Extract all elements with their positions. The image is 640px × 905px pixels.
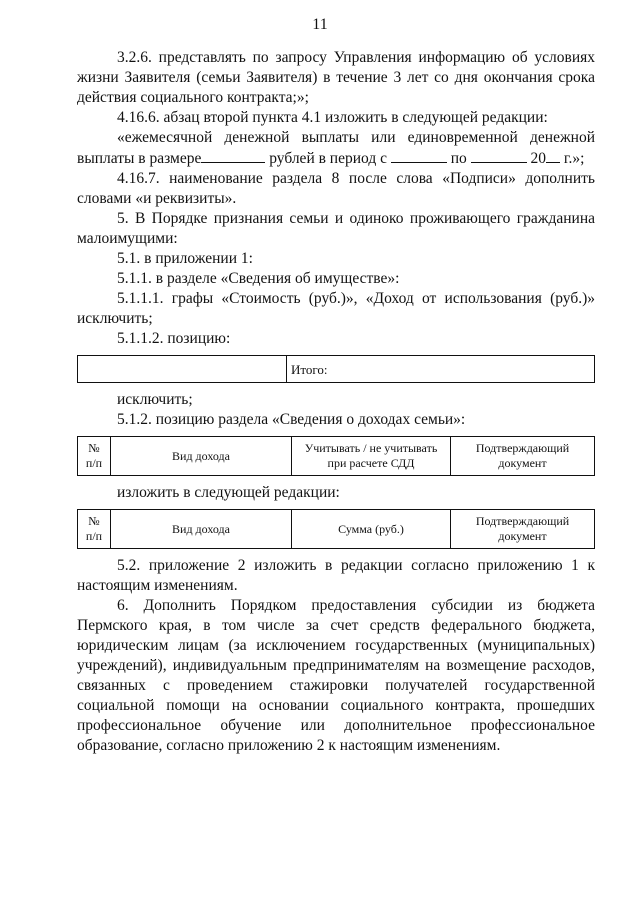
- paragraph-3-2-6: 3.2.6. представлять по запросу Управления информацию об условиях жизни Заявителя (семьи Заявителя) в течение 3 лет со дня окончания срока действия социального контракта;»;: [77, 49, 595, 106]
- paragraph-4-16-6: 4.16.6. абзац второй пункта 4.1 изложить в следующей редакции:: [117, 109, 548, 126]
- table-cell-empty: [78, 356, 287, 383]
- year-prefix: 20: [530, 150, 547, 167]
- table-header-sum: Сумма (руб.): [292, 510, 451, 549]
- amount-blank: [201, 148, 265, 163]
- table-row: [78, 356, 595, 383]
- paragraph-5-1-1-2: 5.1.1.2. позицию:: [117, 330, 231, 347]
- table-row: [78, 437, 595, 476]
- paragraph-5-2: 5.2. приложение 2 изложить в редакции согласно приложению 1 к настоящим изменениям.: [77, 557, 595, 594]
- table-header-income-type: Вид дохода: [111, 510, 292, 549]
- table-cell-itogo: Итого:: [287, 356, 595, 383]
- rubles-period-text: рублей в период с: [269, 150, 387, 167]
- table-header-number: № п/п: [78, 437, 111, 476]
- year-blank: [546, 148, 560, 163]
- paragraph-5-1-1: 5.1.1. в разделе «Сведения об имуществе»:: [117, 270, 400, 287]
- income-table-old: [77, 436, 595, 476]
- paragraph-exclude: исключить;: [117, 391, 193, 408]
- year-suffix: г.»;: [563, 150, 585, 167]
- quote-text: «ежемесячной денежной выплаты или единовременной денежной выплаты в размере: [77, 129, 595, 167]
- to-text: по: [450, 150, 467, 167]
- document-body: [77, 48, 595, 756]
- end-date-blank: [471, 148, 527, 163]
- table-header-document: Подтверждающий документ: [451, 437, 595, 476]
- paragraph-5-1: 5.1. в приложении 1:: [117, 250, 253, 267]
- paragraph-6: 6. Дополнить Порядком предоставления субсидии из бюджета Пермского края, в том числе за счет средств федерального бюджета, юридическим лицам (за исключением государственных (муниципальных) учреждений), индивидуальным предпринимателям на возмещение расходов, связанных с проведением стажировки получателей государственной социальной помощи на основании социального контракта, прошедших профессиональное обучение или дополнительное профессиональное образование, согласно приложению 2 к настоящим изменениям.: [77, 597, 595, 754]
- paragraph-quote-payment: [77, 128, 595, 169]
- itogo-table: [77, 355, 595, 383]
- table-header-consider: Учитывать / не учитывать при расчете СДД: [292, 437, 451, 476]
- table-header-number: № п/п: [78, 510, 111, 549]
- table-header-document: Подтверждающий документ: [451, 510, 595, 549]
- paragraph-new-edition: изложить в следующей редакции:: [117, 484, 340, 501]
- paragraph-5-1-1-1: 5.1.1.1. графы «Стоимость (руб.)», «Доход от использования (руб.)» исключить;: [77, 290, 595, 327]
- paragraph-4-16-7: 4.16.7. наименование раздела 8 после слова «Подписи» дополнить словами «и реквизиты».: [77, 170, 595, 207]
- table-row: [78, 510, 595, 549]
- table-header-income-type: Вид дохода: [111, 437, 292, 476]
- paragraph-5: 5. В Порядке признания семьи и одиноко проживающего гражданина малоимущими:: [77, 210, 595, 247]
- income-table-new: [77, 509, 595, 549]
- start-date-blank: [391, 148, 447, 163]
- page-number: 11: [312, 16, 328, 33]
- paragraph-5-1-2: 5.1.2. позицию раздела «Сведения о доходах семьи»:: [117, 411, 466, 428]
